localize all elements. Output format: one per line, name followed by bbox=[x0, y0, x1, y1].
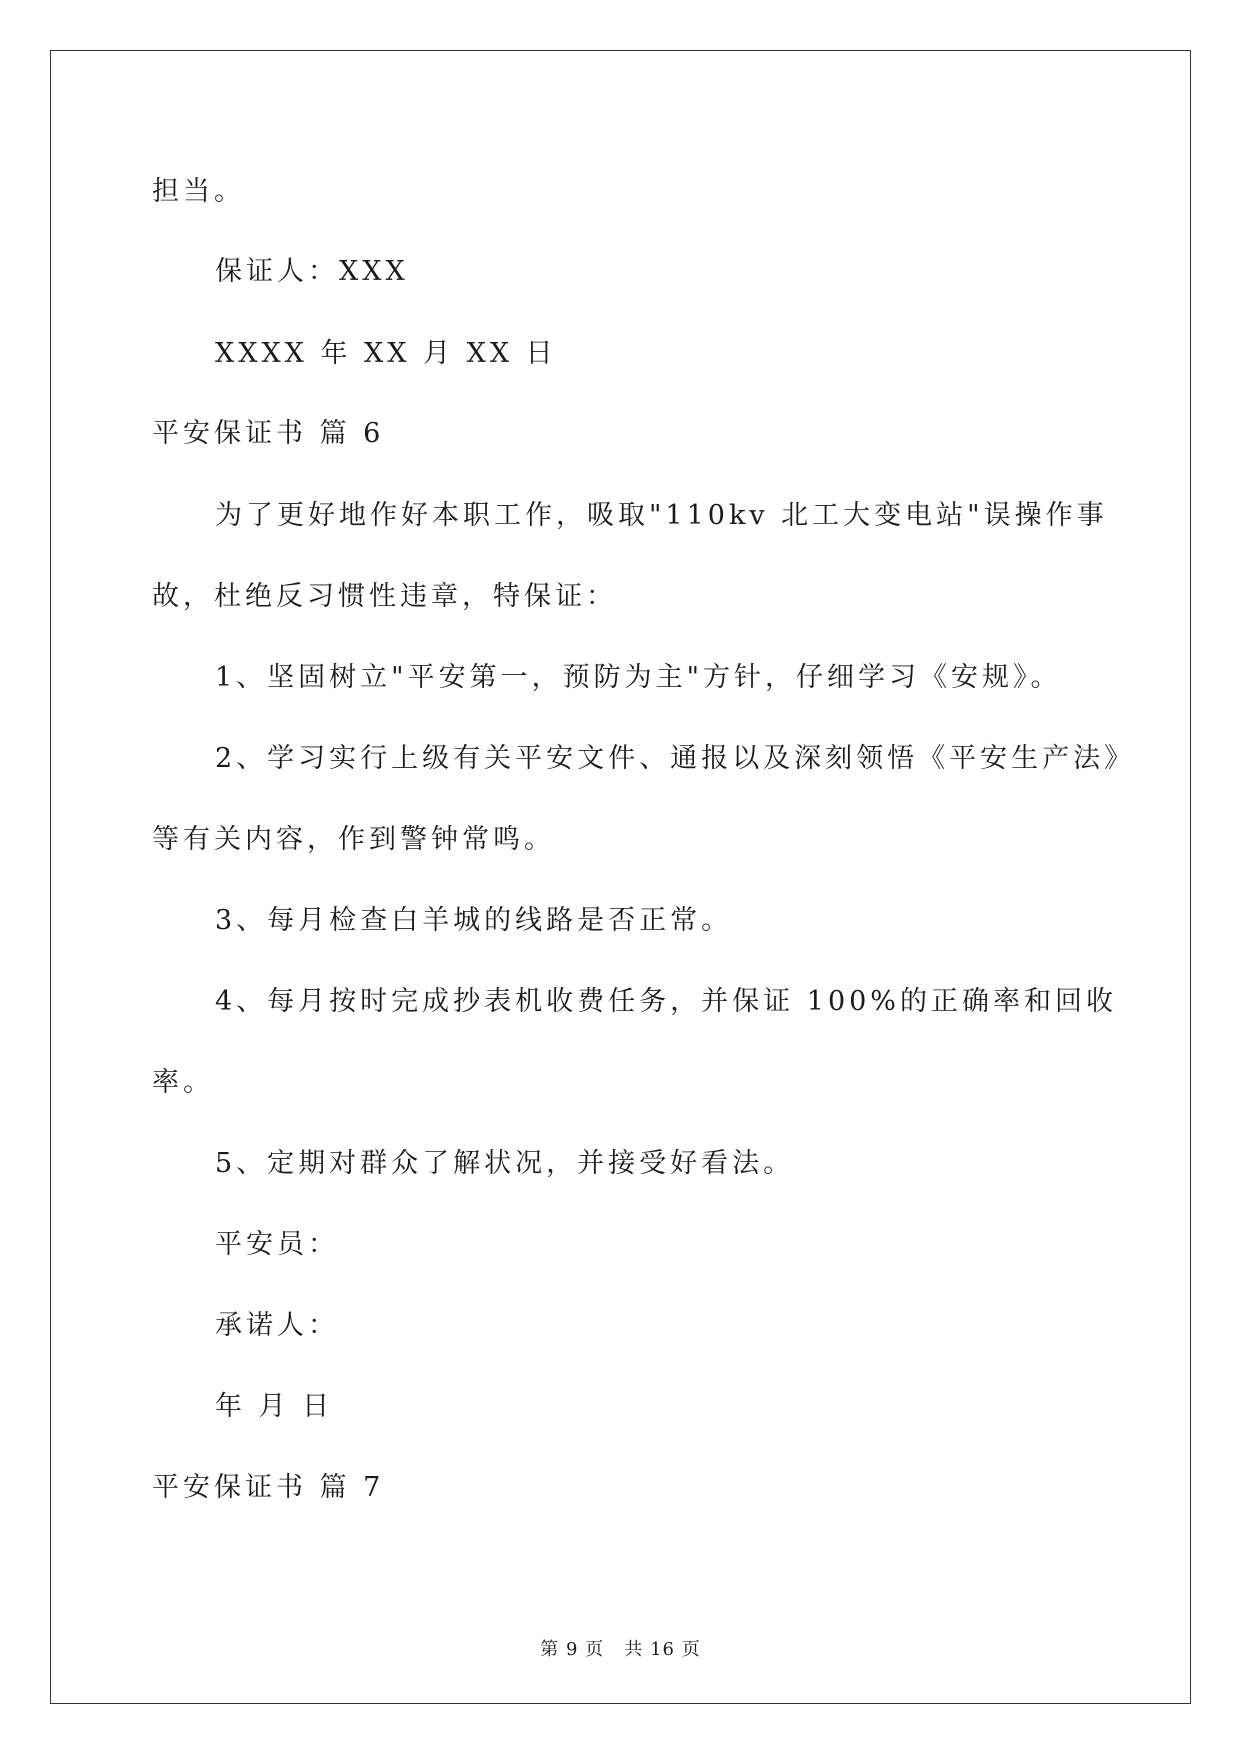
paragraph-line: 率。 bbox=[152, 1067, 214, 1098]
page-border bbox=[50, 50, 1191, 1704]
paragraph-line: 等有关内容，作到警钟常鸣。 bbox=[152, 824, 555, 855]
section-heading: 平安保证书 篇 7 bbox=[152, 1472, 385, 1503]
list-item: 5、定期对群众了解状况，并接受好看法。 bbox=[215, 1148, 795, 1179]
promiser-line: 承诺人： bbox=[215, 1310, 339, 1341]
list-item: 4、每月按时完成抄表机收费任务，并保证 100%的正确率和回收 bbox=[215, 986, 1117, 1017]
list-item: 3、每月检查白羊城的线路是否正常。 bbox=[215, 905, 733, 936]
paragraph-line: 担当。 bbox=[152, 176, 245, 207]
date-line: XXXX 年 XX 月 XX 日 bbox=[215, 338, 557, 369]
safety-officer-line: 平安员： bbox=[215, 1229, 339, 1260]
date-line: 年 月 日 bbox=[215, 1391, 334, 1422]
list-item: 1、坚固树立"平安第一，预防为主"方针，仔细学习《安规》。 bbox=[215, 662, 1062, 693]
list-item: 2、学习实行上级有关平安文件、通报以及深刻领悟《平安生产法》 bbox=[215, 743, 1136, 774]
section-heading: 平安保证书 篇 6 bbox=[152, 418, 385, 449]
page-number-footer: 第 9 页 共 16 页 bbox=[540, 1639, 701, 1660]
paragraph-line: 为了更好地作好本职工作，吸取"110kv 北工大变电站"误操作事 bbox=[215, 500, 1108, 531]
paragraph-line: 故，杜绝反习惯性违章，特保证： bbox=[152, 581, 617, 612]
guarantor-line: 保证人：XXX bbox=[215, 256, 409, 287]
